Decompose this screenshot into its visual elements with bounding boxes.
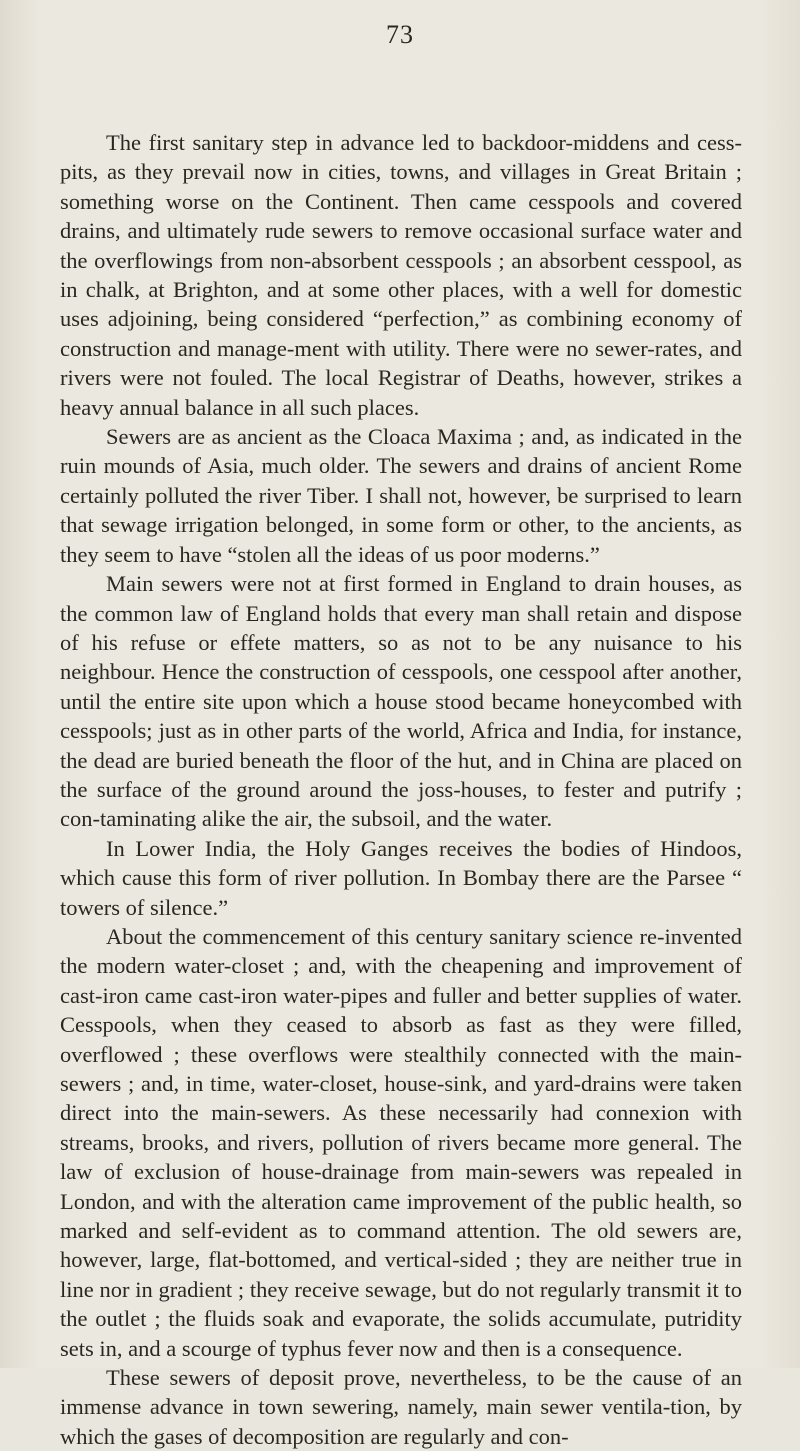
body-text [60, 128, 742, 1451]
paragraph-4: In Lower India, the Holy Ganges receives the bodies of Hindoos, which cause this form of river pollution. In Bombay there are the Parsee “ towers of silence.” [60, 835, 742, 920]
page-number: 73 [386, 20, 414, 49]
paragraph-1: The first sanitary step in advance led to backdoor-middens and cess-pits, as they prevail now in cities, towns, and villages in Great Britain ; something worse on the Continent. Then came cesspools and covered drains, and ultimately rude sewers to remove occasional surface water and the overflowings from non-absorbent cesspools ; an absorbent cesspool, as in chalk, at Brighton, and at some other places, with a well for domestic uses adjoining, being considered “perfection,” as combining economy of construction and manage-ment with utility. There were no sewer-rates, and rivers were not fouled. The local Registrar of Deaths, however, strikes a heavy annual balance in all such places. [60, 130, 742, 420]
paragraph-3: Main sewers were not at first formed in England to drain houses, as the common law of England holds that every man shall retain and dispose of his refuse or effete matters, so as not to be any nuisance to his neighbour. Hence the construction of cesspools, one cesspool after another, until the entire site upon which a house stood became honeycombed with cesspools; just as in other parts of the world, Africa and India, for instance, the dead are buried beneath the floor of the hut, and in China are placed on the surface of the ground around the joss-houses, to fester and putrify ; con-taminating alike the air, the subsoil, and the water. [60, 571, 742, 832]
paragraph-2: Sewers are as ancient as the Cloaca Maxima ; and, as indicated in the ruin mounds of Asia, much older. The sewers and drains of ancient Rome certainly polluted the river Tiber. I shall not, however, be surprised to learn that sewage irrigation belonged, in some form or other, to the ancients, as they seem to have “stolen all the ideas of us poor moderns.” [60, 424, 742, 567]
paragraph-5: About the commencement of this century sanitary science re-invented the modern water-closet ; and, with the cheapening and improvement of cast-iron came cast-iron water-pipes and fuller and better supplies of water. Cesspools, when they ceased to absorb as fast as they were filled, overflowed ; these overflows were stealthily connected with the main-sewers ; and, in time, water-closet, house-sink, and yard-drains were taken direct into the main-sewers. As these necessarily had connexion with streams, brooks, and rivers, pollution of rivers became more general. The law of exclusion of house-drainage from main-sewers was repealed in London, and with the alteration came improvement of the public health, so marked and self-evident as to command attention. The old sewers are, however, large, flat-bottomed, and vertical-sided ; they are neither true in line nor in gradient ; they receive sewage, but do not regularly transmit it to the outlet ; the fluids soak and evaporate, the solids accumulate, putridity sets in, and a scourge of typhus fever now and then is a consequence. [60, 923, 742, 1361]
paragraph-6: These sewers of deposit prove, nevertheless, to be the cause of an immense advance in town sewering, namely, main sewer ventila-tion, by which the gases of decomposition are regularly and con- [60, 1365, 742, 1449]
